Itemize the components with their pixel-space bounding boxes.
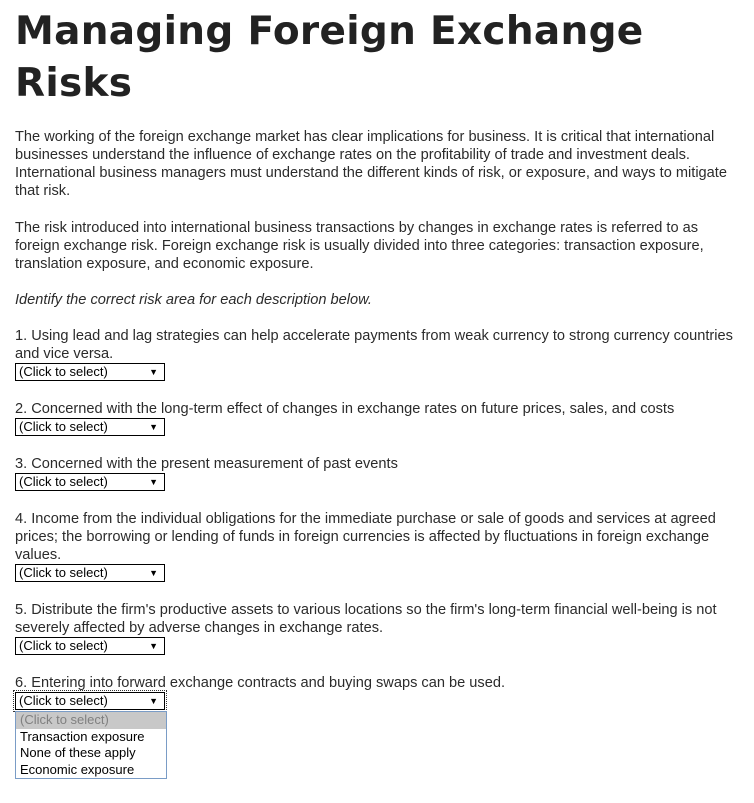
intro-paragraph-1: The working of the foreign exchange market has clear implications for business. It is critical that international businesses understand the influence of exchange rates on the profitability of trade and investment deals. International business managers must understand the different kinds of risk, or exposure, and ways to mitigate that risk. xyxy=(15,129,727,199)
chevron-down-icon: ▼ xyxy=(149,696,158,706)
question-3 xyxy=(15,455,745,491)
question-6 xyxy=(15,674,745,710)
question-2-select-value: (Click to select) xyxy=(19,419,108,434)
question-3-select-value: (Click to select) xyxy=(19,474,108,489)
question-2 xyxy=(15,400,745,436)
chevron-down-icon: ▼ xyxy=(149,477,158,487)
page-title: Managing Foreign Exchange Risks xyxy=(15,9,644,106)
question-2-select[interactable] xyxy=(15,418,165,436)
question-4 xyxy=(15,510,745,582)
question-6-text: 6. Entering into forward exchange contracts and buying swaps can be used. xyxy=(15,675,506,691)
dropdown-option-placeholder[interactable]: (Click to select) xyxy=(16,712,166,729)
question-5-select[interactable] xyxy=(15,637,165,655)
page-content xyxy=(15,0,745,708)
chevron-down-icon: ▼ xyxy=(149,568,158,578)
question-5 xyxy=(15,601,745,655)
dropdown-option-none-apply[interactable]: None of these apply xyxy=(20,745,136,760)
question-5-text: 5. Distribute the firm's productive assets to various locations so the firm's long-term financial well-being is not severely affected by adverse changes in exchange rates. xyxy=(15,602,717,636)
instruction-text: Identify the correct risk area for each description below. xyxy=(15,292,372,308)
chevron-down-icon: ▼ xyxy=(149,422,158,432)
question-4-select-value: (Click to select) xyxy=(19,565,108,580)
question-4-select[interactable] xyxy=(15,564,165,582)
question-3-text: 3. Concerned with the present measurement of past events xyxy=(15,456,398,472)
question-2-text: 2. Concerned with the long-term effect of changes in exchange rates on future prices, sales, and costs xyxy=(15,401,675,417)
question-1-text: 1. Using lead and lag strategies can help accelerate payments from weak currency to strong currency countries and vice versa. xyxy=(15,328,733,362)
intro-paragraph-2: The risk introduced into international business transactions by changes in exchange rates is referred to as foreign exchange risk. Foreign exchange risk is usually divided into three categories: transaction exposure, translation exposure, and economic exposure. xyxy=(15,220,704,272)
question-3-select[interactable] xyxy=(15,473,165,491)
dropdown-option-economic-exposure[interactable]: Economic exposure xyxy=(20,761,135,777)
question-1-select-value: (Click to select) xyxy=(19,364,108,379)
question-5-select-value: (Click to select) xyxy=(19,638,108,653)
question-4-text: 4. Income from the individual obligations for the immediate purchase or sale of goods and services at agreed prices; the borrowing or lending of funds in foreign currencies is affected by fluctuations in foreign exchange values. xyxy=(15,511,716,563)
dropdown-option-transaction-exposure[interactable]: Transaction exposure xyxy=(20,728,145,744)
question-1 xyxy=(15,327,745,381)
question-6-dropdown-list xyxy=(15,711,167,779)
chevron-down-icon: ▼ xyxy=(149,641,158,651)
question-6-select-value: (Click to select) xyxy=(19,693,108,708)
question-1-select[interactable] xyxy=(15,363,165,381)
chevron-down-icon: ▼ xyxy=(149,367,158,377)
question-6-select[interactable] xyxy=(15,692,165,710)
